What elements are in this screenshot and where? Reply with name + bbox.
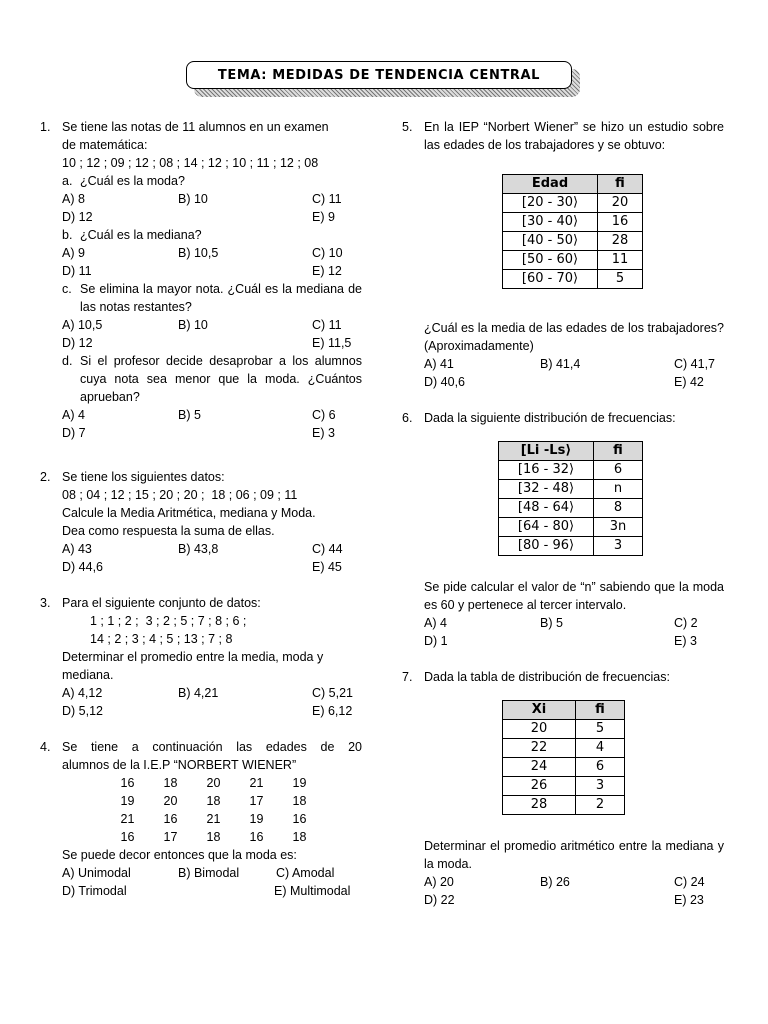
option-d: D) 7 bbox=[62, 426, 86, 440]
option-d: D) 40,6 bbox=[424, 375, 465, 389]
option-d: D) 12 bbox=[62, 336, 93, 350]
subquestion-label: d. bbox=[62, 354, 73, 368]
options-row bbox=[62, 316, 362, 334]
cell: 16 bbox=[598, 213, 643, 232]
values-frequency-table bbox=[502, 700, 625, 815]
right-column bbox=[402, 118, 724, 927]
option-b: B) Bimodal bbox=[178, 866, 240, 880]
question-stem: Dada la tabla de distribución de frecuencias: bbox=[424, 670, 670, 684]
age-cell: 18 bbox=[292, 794, 307, 808]
question-number: 3. bbox=[40, 596, 51, 610]
option-c: C) 44 bbox=[312, 542, 343, 556]
cell: 5 bbox=[576, 720, 625, 739]
values-table-wrap bbox=[502, 700, 724, 815]
subquestion-text: ¿Cuál es la moda? bbox=[80, 174, 185, 188]
question-stem: Se tiene los siguientes datos: bbox=[62, 470, 225, 484]
question-number: 6. bbox=[402, 411, 413, 425]
age-cell: 19 bbox=[120, 794, 135, 808]
option-b: B) 10 bbox=[178, 192, 208, 206]
option-c: C) 6 bbox=[312, 408, 336, 422]
option-e: E) 23 bbox=[674, 893, 704, 907]
options-row bbox=[62, 244, 362, 262]
question-text: Determinar el promedio aritmético entre la mediana y la moda. bbox=[424, 839, 724, 871]
left-column bbox=[40, 118, 362, 918]
option-e: E) 6,12 bbox=[312, 704, 353, 718]
option-c: C) 11 bbox=[312, 318, 342, 332]
subquestion-a bbox=[62, 172, 362, 190]
option-a: A) 10,5 bbox=[62, 318, 103, 332]
cell: 20 bbox=[503, 720, 576, 739]
cell: [30 - 40⟩ bbox=[503, 213, 598, 232]
option-d: D) 5,12 bbox=[62, 704, 103, 718]
cell: 26 bbox=[503, 777, 576, 796]
option-c: C) 11 bbox=[312, 192, 342, 206]
option-c: C) 5,21 bbox=[312, 686, 353, 700]
cell: [48 - 64⟩ bbox=[499, 499, 594, 518]
subquestion-label: c. bbox=[62, 282, 72, 296]
option-b: B) 4,21 bbox=[178, 686, 219, 700]
cell: [60 - 70⟩ bbox=[503, 270, 598, 289]
option-e: E) 45 bbox=[312, 560, 342, 574]
age-cell: 20 bbox=[163, 794, 178, 808]
ages-frequency-table bbox=[502, 174, 643, 289]
option-b: B) 5 bbox=[540, 616, 563, 630]
data-list: 14 ; 2 ; 3 ; 4 ; 5 ; 13 ; 7 ; 8 bbox=[90, 632, 233, 646]
question-text: Se pide calcular el valor de “n” sabiendo que la moda es 60 y pertenece al tercer intervalo. bbox=[424, 580, 724, 612]
option-d: D) 1 bbox=[424, 634, 448, 648]
question-1 bbox=[40, 118, 362, 442]
question-stem: En la IEP “Norbert Wiener” se hizo un estudio sobre las edades de los trabajadores y se obtuvo: bbox=[424, 120, 724, 152]
option-c: C) 24 bbox=[674, 875, 705, 889]
options-row bbox=[62, 540, 362, 558]
option-b: B) 10,5 bbox=[178, 246, 219, 260]
cell: 22 bbox=[503, 739, 576, 758]
cell: n bbox=[594, 480, 643, 499]
question-text: Dea como respuesta la suma de ellas. bbox=[62, 524, 275, 538]
cell: [40 - 50⟩ bbox=[503, 232, 598, 251]
subquestion-text: ¿Cuál es la mediana? bbox=[80, 228, 202, 242]
title-banner bbox=[186, 61, 580, 97]
cell: 2 bbox=[576, 796, 625, 815]
option-c: C) Amodal bbox=[276, 866, 335, 880]
option-e: E) Multimodal bbox=[274, 884, 351, 898]
page-title: TEMA: MEDIDAS DE TENDENCIA CENTRAL bbox=[186, 61, 572, 89]
options-row bbox=[62, 702, 362, 720]
age-cell: 16 bbox=[120, 830, 135, 844]
options-row bbox=[62, 882, 362, 900]
question-stem: Se tiene las notas de 11 alumnos en un examen bbox=[62, 120, 329, 134]
question-text: Se puede decor entonces que la moda es: bbox=[62, 848, 297, 862]
options-row bbox=[62, 864, 362, 882]
question-stem: Para el siguiente conjunto de datos: bbox=[62, 596, 261, 610]
col-header: Xi bbox=[503, 701, 576, 720]
age-cell: 18 bbox=[206, 794, 221, 808]
cell: 6 bbox=[576, 758, 625, 777]
cell: 28 bbox=[598, 232, 643, 251]
col-header: fi bbox=[594, 442, 643, 461]
options-row bbox=[62, 334, 362, 352]
option-a: A) 4 bbox=[424, 616, 447, 630]
option-e: E) 3 bbox=[674, 634, 697, 648]
ages-table-wrap bbox=[502, 174, 724, 289]
option-e: E) 3 bbox=[312, 426, 335, 440]
option-e: E) 11,5 bbox=[312, 336, 352, 350]
option-c: C) 41,7 bbox=[674, 357, 715, 371]
question-number: 7. bbox=[402, 670, 413, 684]
age-cell: 19 bbox=[249, 812, 264, 826]
subquestion-label: a. bbox=[62, 174, 73, 188]
options-row bbox=[62, 424, 362, 442]
question-text: Determinar el promedio entre la media, moda y bbox=[62, 650, 324, 664]
options-row bbox=[62, 262, 362, 280]
age-cell: 21 bbox=[206, 812, 221, 826]
options-row bbox=[62, 558, 362, 576]
cell: 20 bbox=[598, 194, 643, 213]
question-7 bbox=[402, 668, 724, 909]
age-cell: 18 bbox=[163, 776, 178, 790]
cell: 4 bbox=[576, 739, 625, 758]
option-d: D) 12 bbox=[62, 210, 93, 224]
options-row bbox=[424, 373, 724, 391]
question-number: 2. bbox=[40, 470, 51, 484]
option-a: A) 4 bbox=[62, 408, 85, 422]
age-cell: 17 bbox=[249, 794, 264, 808]
cell: [20 - 30⟩ bbox=[503, 194, 598, 213]
age-cell: 16 bbox=[249, 830, 264, 844]
subquestion-text: Si el profesor decide desaprobar a los alumnos cuya nota sea menor que la moda. ¿Cuántos aprueban? bbox=[80, 354, 362, 404]
subquestion-d bbox=[62, 352, 362, 406]
subquestion-text: Se elimina la mayor nota. ¿Cuál es la mediana de las notas restantes? bbox=[80, 282, 362, 314]
option-d: D) 44,6 bbox=[62, 560, 103, 574]
option-a: A) 20 bbox=[424, 875, 454, 889]
options-row bbox=[62, 208, 362, 226]
option-b: B) 43,8 bbox=[178, 542, 219, 556]
question-5 bbox=[402, 118, 724, 391]
option-c: C) 2 bbox=[674, 616, 698, 630]
cell: 3n bbox=[594, 518, 643, 537]
col-header: fi bbox=[598, 175, 643, 194]
option-a: A) 4,12 bbox=[62, 686, 103, 700]
age-cell: 16 bbox=[120, 776, 135, 790]
option-a: A) 9 bbox=[62, 246, 85, 260]
col-header: [Li -Ls⟩ bbox=[499, 442, 594, 461]
cell: [16 - 32⟩ bbox=[499, 461, 594, 480]
question-text: Calcule la Media Aritmética, mediana y Moda. bbox=[62, 506, 316, 520]
cell: 5 bbox=[598, 270, 643, 289]
question-3 bbox=[40, 594, 362, 720]
question-stem: Se tiene a continuación las edades de 20 bbox=[62, 740, 362, 754]
cell: 6 bbox=[594, 461, 643, 480]
age-cell: 18 bbox=[292, 830, 307, 844]
cell: [50 - 60⟩ bbox=[503, 251, 598, 270]
question-text: ¿Cuál es la media de las edades de los trabajadores? (Aproximadamente) bbox=[424, 321, 724, 353]
options-row bbox=[62, 684, 362, 702]
question-6 bbox=[402, 409, 724, 650]
question-stem: Dada la siguiente distribución de frecuencias: bbox=[424, 411, 676, 425]
age-cell: 20 bbox=[206, 776, 221, 790]
cell: 3 bbox=[594, 537, 643, 556]
subquestion-c bbox=[62, 280, 362, 316]
option-b: B) 41,4 bbox=[540, 357, 581, 371]
cell: 28 bbox=[503, 796, 576, 815]
cell: [80 - 96⟩ bbox=[499, 537, 594, 556]
age-cell: 18 bbox=[206, 830, 221, 844]
option-d: D) 11 bbox=[62, 264, 92, 278]
data-list: 1 ; 1 ; 2 ; 3 ; 2 ; 5 ; 7 ; 8 ; 6 ; bbox=[90, 614, 247, 628]
question-stem: de matemática: bbox=[62, 138, 148, 152]
intervals-frequency-table bbox=[498, 441, 643, 556]
option-b: B) 10 bbox=[178, 318, 208, 332]
option-a: A) 41 bbox=[424, 357, 454, 371]
option-c: C) 10 bbox=[312, 246, 343, 260]
options-row bbox=[424, 873, 724, 891]
age-cell: 16 bbox=[292, 812, 307, 826]
cell: [32 - 48⟩ bbox=[499, 480, 594, 499]
options-row bbox=[424, 355, 724, 373]
age-cell: 19 bbox=[292, 776, 307, 790]
question-stem: alumnos de la I.E.P “NORBERT WIENER” bbox=[62, 758, 297, 772]
cell: [64 - 80⟩ bbox=[499, 518, 594, 537]
cell: 24 bbox=[503, 758, 576, 777]
intervals-table-wrap bbox=[498, 441, 724, 556]
question-number: 1. bbox=[40, 120, 51, 134]
option-a: A) 8 bbox=[62, 192, 85, 206]
question-number: 4. bbox=[40, 740, 51, 754]
age-cell: 21 bbox=[249, 776, 264, 790]
ages-grid bbox=[62, 774, 362, 846]
col-header: Edad bbox=[503, 175, 598, 194]
col-header: fi bbox=[576, 701, 625, 720]
subquestion-b bbox=[62, 226, 362, 244]
options-row bbox=[62, 406, 362, 424]
question-2 bbox=[40, 468, 362, 576]
data-list: 10 ; 12 ; 09 ; 12 ; 08 ; 14 ; 12 ; 10 ; 11 ; 12 ; 08 bbox=[62, 156, 319, 170]
age-cell: 16 bbox=[163, 812, 178, 826]
cell: 3 bbox=[576, 777, 625, 796]
option-e: E) 9 bbox=[312, 210, 335, 224]
option-e: E) 42 bbox=[674, 375, 704, 389]
age-cell: 21 bbox=[120, 812, 135, 826]
option-b: B) 5 bbox=[178, 408, 201, 422]
question-number: 5. bbox=[402, 120, 413, 134]
question-text: mediana. bbox=[62, 668, 114, 682]
option-e: E) 12 bbox=[312, 264, 342, 278]
options-row bbox=[424, 632, 724, 650]
cell: 8 bbox=[594, 499, 643, 518]
data-list: 08 ; 04 ; 12 ; 15 ; 20 ; 20 ; 18 ; 06 ; 09 ; 11 bbox=[62, 488, 298, 502]
options-row bbox=[62, 190, 362, 208]
option-b: B) 26 bbox=[540, 875, 570, 889]
age-cell: 17 bbox=[163, 830, 178, 844]
options-row bbox=[424, 891, 724, 909]
option-d: D) Trimodal bbox=[62, 884, 127, 898]
option-d: D) 22 bbox=[424, 893, 455, 907]
options-row bbox=[424, 614, 724, 632]
cell: 11 bbox=[598, 251, 643, 270]
question-4 bbox=[40, 738, 362, 900]
option-a: A) Unimodal bbox=[62, 866, 131, 880]
subquestion-label: b. bbox=[62, 228, 73, 242]
option-a: A) 43 bbox=[62, 542, 92, 556]
